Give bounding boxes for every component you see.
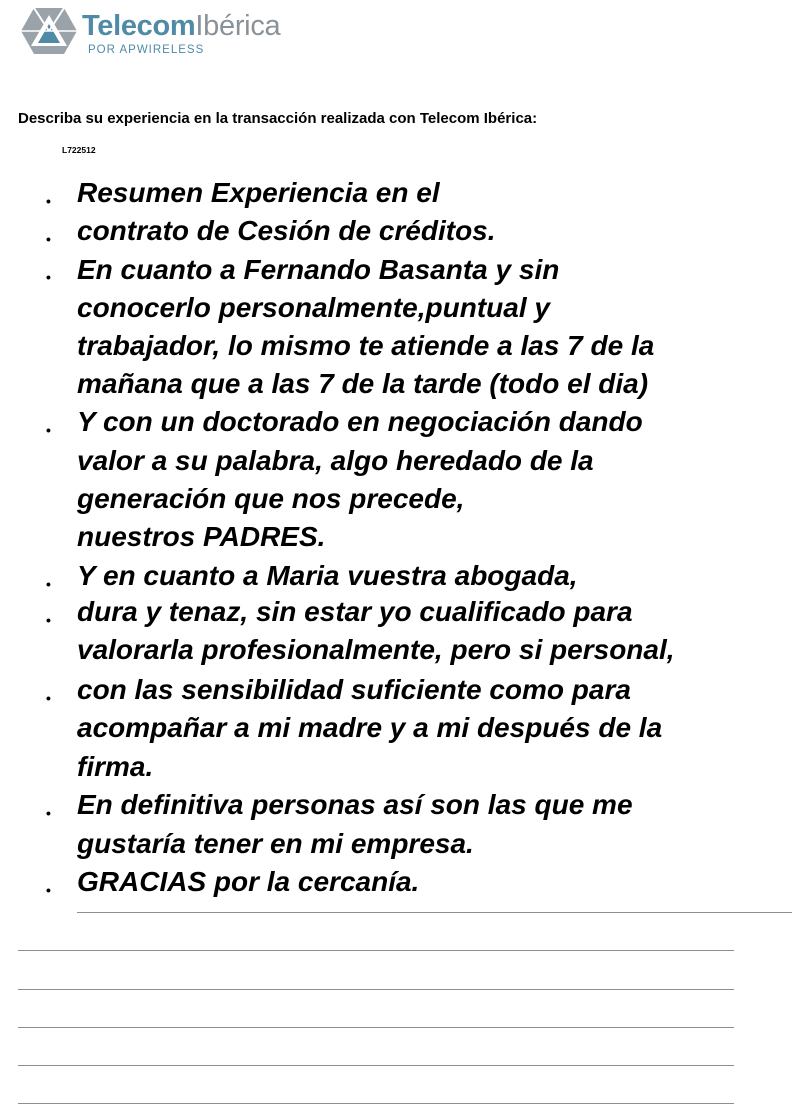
answer-line: Y con un doctorado en negociación dando (77, 406, 643, 437)
bullet-dot: • (46, 612, 51, 628)
bullet-dot: • (46, 231, 51, 247)
bullet-dot: • (46, 269, 51, 285)
answer-line: acompañar a mi madre y a mi después de la (77, 712, 663, 743)
answer-line: dura y tenaz, sin estar yo cualificado para (77, 596, 633, 627)
answer-line: generación que nos precede, (77, 483, 465, 514)
answer-line: con las sensibilidad suficiente como para (77, 674, 631, 705)
answer-line: En cuanto a Fernando Basanta y sin (77, 254, 560, 285)
answer-line: nuestros PADRES. (77, 521, 326, 552)
answer-line: mañana que a las 7 de la tarde (todo el dia) (77, 368, 649, 399)
answer-line: En definitiva personas así son las que me (77, 789, 633, 820)
answer-line: Resumen Experiencia en el (77, 177, 440, 208)
writing-rule (18, 950, 734, 951)
bullet-dot: • (46, 882, 51, 898)
bullet-dot: • (46, 805, 51, 821)
bullet-dot: • (46, 422, 51, 438)
writing-rule (18, 1065, 734, 1066)
bullet-dot: • (46, 576, 51, 592)
answer-line: firma. (77, 751, 154, 782)
logo-tagline: POR APWIRELESS (88, 44, 205, 56)
logo-wordmark: TelecomIbérica (82, 10, 281, 42)
bullet-dot: • (46, 193, 51, 209)
answer-line: Y en cuanto a Maria vuestra abogada, (77, 560, 578, 591)
writing-rule (18, 1027, 734, 1028)
answer-line: GRACIAS por la cercanía. (77, 866, 420, 897)
bullet-dot: • (46, 690, 51, 706)
answer-line: gustaría tener en mi empresa. (77, 828, 474, 859)
answer-line: valor a su palabra, algo heredado de la (77, 445, 594, 476)
writing-rule (18, 1103, 734, 1104)
answer-line: contrato de Cesión de créditos. (77, 215, 496, 246)
answer-line: conocerlo personalmente,puntual y (77, 292, 550, 323)
survey-question: Describa su experiencia en la transacción realizada con Telecom Ibérica: (18, 110, 538, 127)
answer-line: valorarla profesionalmente, pero si personal, (77, 634, 675, 665)
writing-rule (18, 989, 734, 990)
writing-rule (77, 912, 792, 913)
answer-line: trabajador, lo mismo te atiende a las 7 de la (77, 330, 655, 361)
reference-code: L722512 (62, 145, 96, 155)
